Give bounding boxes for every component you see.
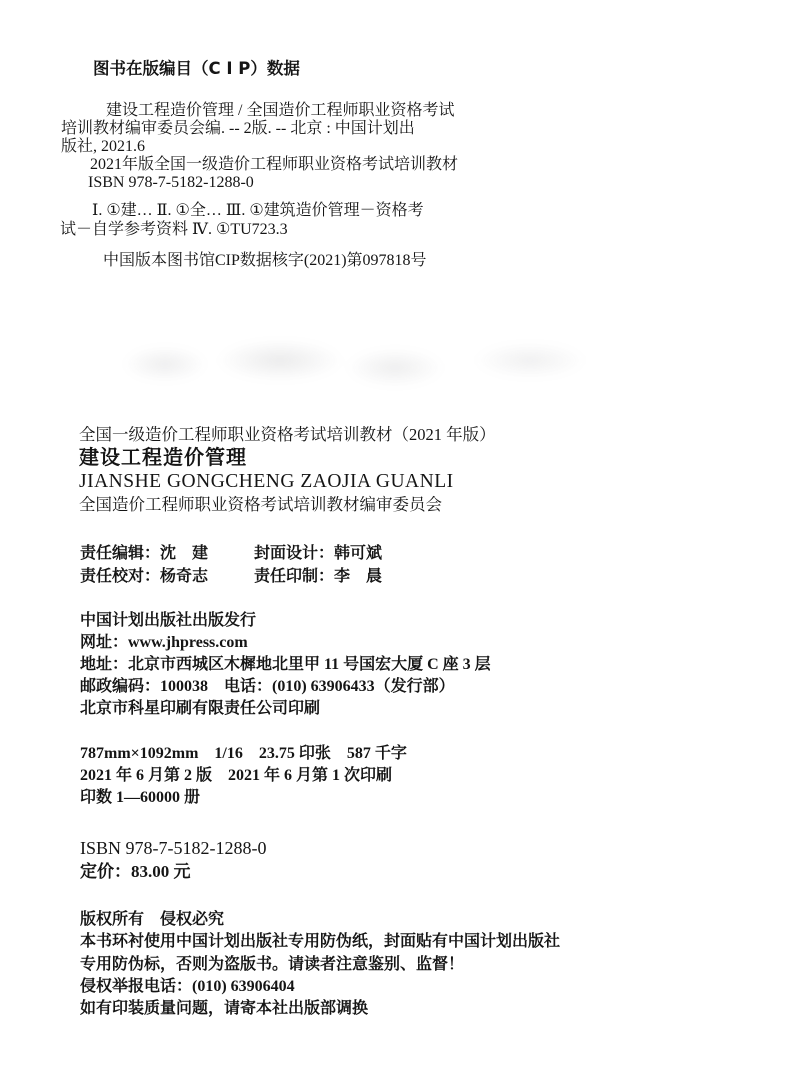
printing-edition-line: 2021 年 6 月第 2 版 2021 年 6 月第 1 次印刷 bbox=[80, 767, 393, 784]
staff-editor: 责任编辑：沈 建 bbox=[80, 545, 209, 562]
publisher-contact-line: 邮政编码：100038 电话：(010) 63906433（发行部） bbox=[80, 678, 455, 695]
printer-line: 北京市科星印刷有限责任公司印刷 bbox=[80, 700, 321, 717]
cip-record-line: 建设工程造价管理 / 全国造价工程师职业资格考试 bbox=[106, 102, 455, 119]
copyright-exchange-line: 如有印装质量问题，请寄本社出版部调换 bbox=[80, 1000, 369, 1017]
copyright-line: 专用防伪标，否则为盗版书。请读者注意鉴别、监督！ bbox=[80, 956, 465, 973]
cip-registry-number: 中国版本图书馆CIP数据核字(2021)第097818号 bbox=[103, 252, 427, 269]
book-title-pinyin: JIANSHE GONGCHENG ZAOJIA GUANLI bbox=[79, 471, 454, 492]
cip-isbn: ISBN 978-7-5182-1288-0 bbox=[88, 174, 254, 191]
copyright-report-phone-line: 侵权举报电话：(010) 63906404 bbox=[80, 978, 295, 995]
isbn-line: ISBN 978-7-5182-1288-0 bbox=[80, 838, 267, 858]
cip-classification-line: 试－自学参考资料 Ⅳ. ①TU723.3 bbox=[60, 221, 288, 238]
price-line: 定价：83.00 元 bbox=[80, 862, 191, 881]
staff-cover-designer: 封面设计：韩可斌 bbox=[254, 545, 383, 562]
cip-series-note: 2021年版全国一级造价工程师职业资格考试培训教材 bbox=[90, 156, 459, 173]
staff-print-supervisor: 责任印制：李 晨 bbox=[254, 568, 383, 585]
printing-run-line: 印数 1—60000 册 bbox=[80, 789, 201, 806]
staff-proofreader: 责任校对：杨奇志 bbox=[80, 568, 209, 585]
cip-classification-line: Ⅰ. ①建… Ⅱ. ①全… Ⅲ. ①建筑造价管理－资格考 bbox=[92, 202, 424, 219]
author-line: 全国造价工程师职业资格考试培训教材编审委员会 bbox=[79, 495, 442, 514]
show-through-artifact bbox=[105, 328, 605, 400]
series-title: 全国一级造价工程师职业资格考试培训教材（2021 年版） bbox=[79, 425, 496, 444]
copyright-line: 本书环衬使用中国计划出版社专用防伪纸，封面贴有中国计划出版社 bbox=[80, 933, 561, 950]
cip-record-line: 版社, 2021.6 bbox=[61, 138, 146, 155]
printing-spec-line: 787mm×1092mm 1/16 23.75 印张 587 千字 bbox=[80, 745, 407, 762]
cip-record-line: 培训教材编审委员会编. -- 2版. -- 北京 : 中国计划出 bbox=[61, 120, 415, 137]
copyright-notice: 版权所有 侵权必究 bbox=[80, 909, 225, 928]
publisher-line: 中国计划出版社出版发行 bbox=[80, 612, 257, 629]
publisher-address-line: 地址：北京市西城区木樨地北里甲 11 号国宏大厦 C 座 3 层 bbox=[80, 656, 491, 673]
cip-header: 图书在版编目（C I P）数据 bbox=[93, 59, 300, 78]
publisher-website-line: 网址：www.jhpress.com bbox=[80, 634, 248, 651]
book-title: 建设工程造价管理 bbox=[79, 445, 247, 469]
